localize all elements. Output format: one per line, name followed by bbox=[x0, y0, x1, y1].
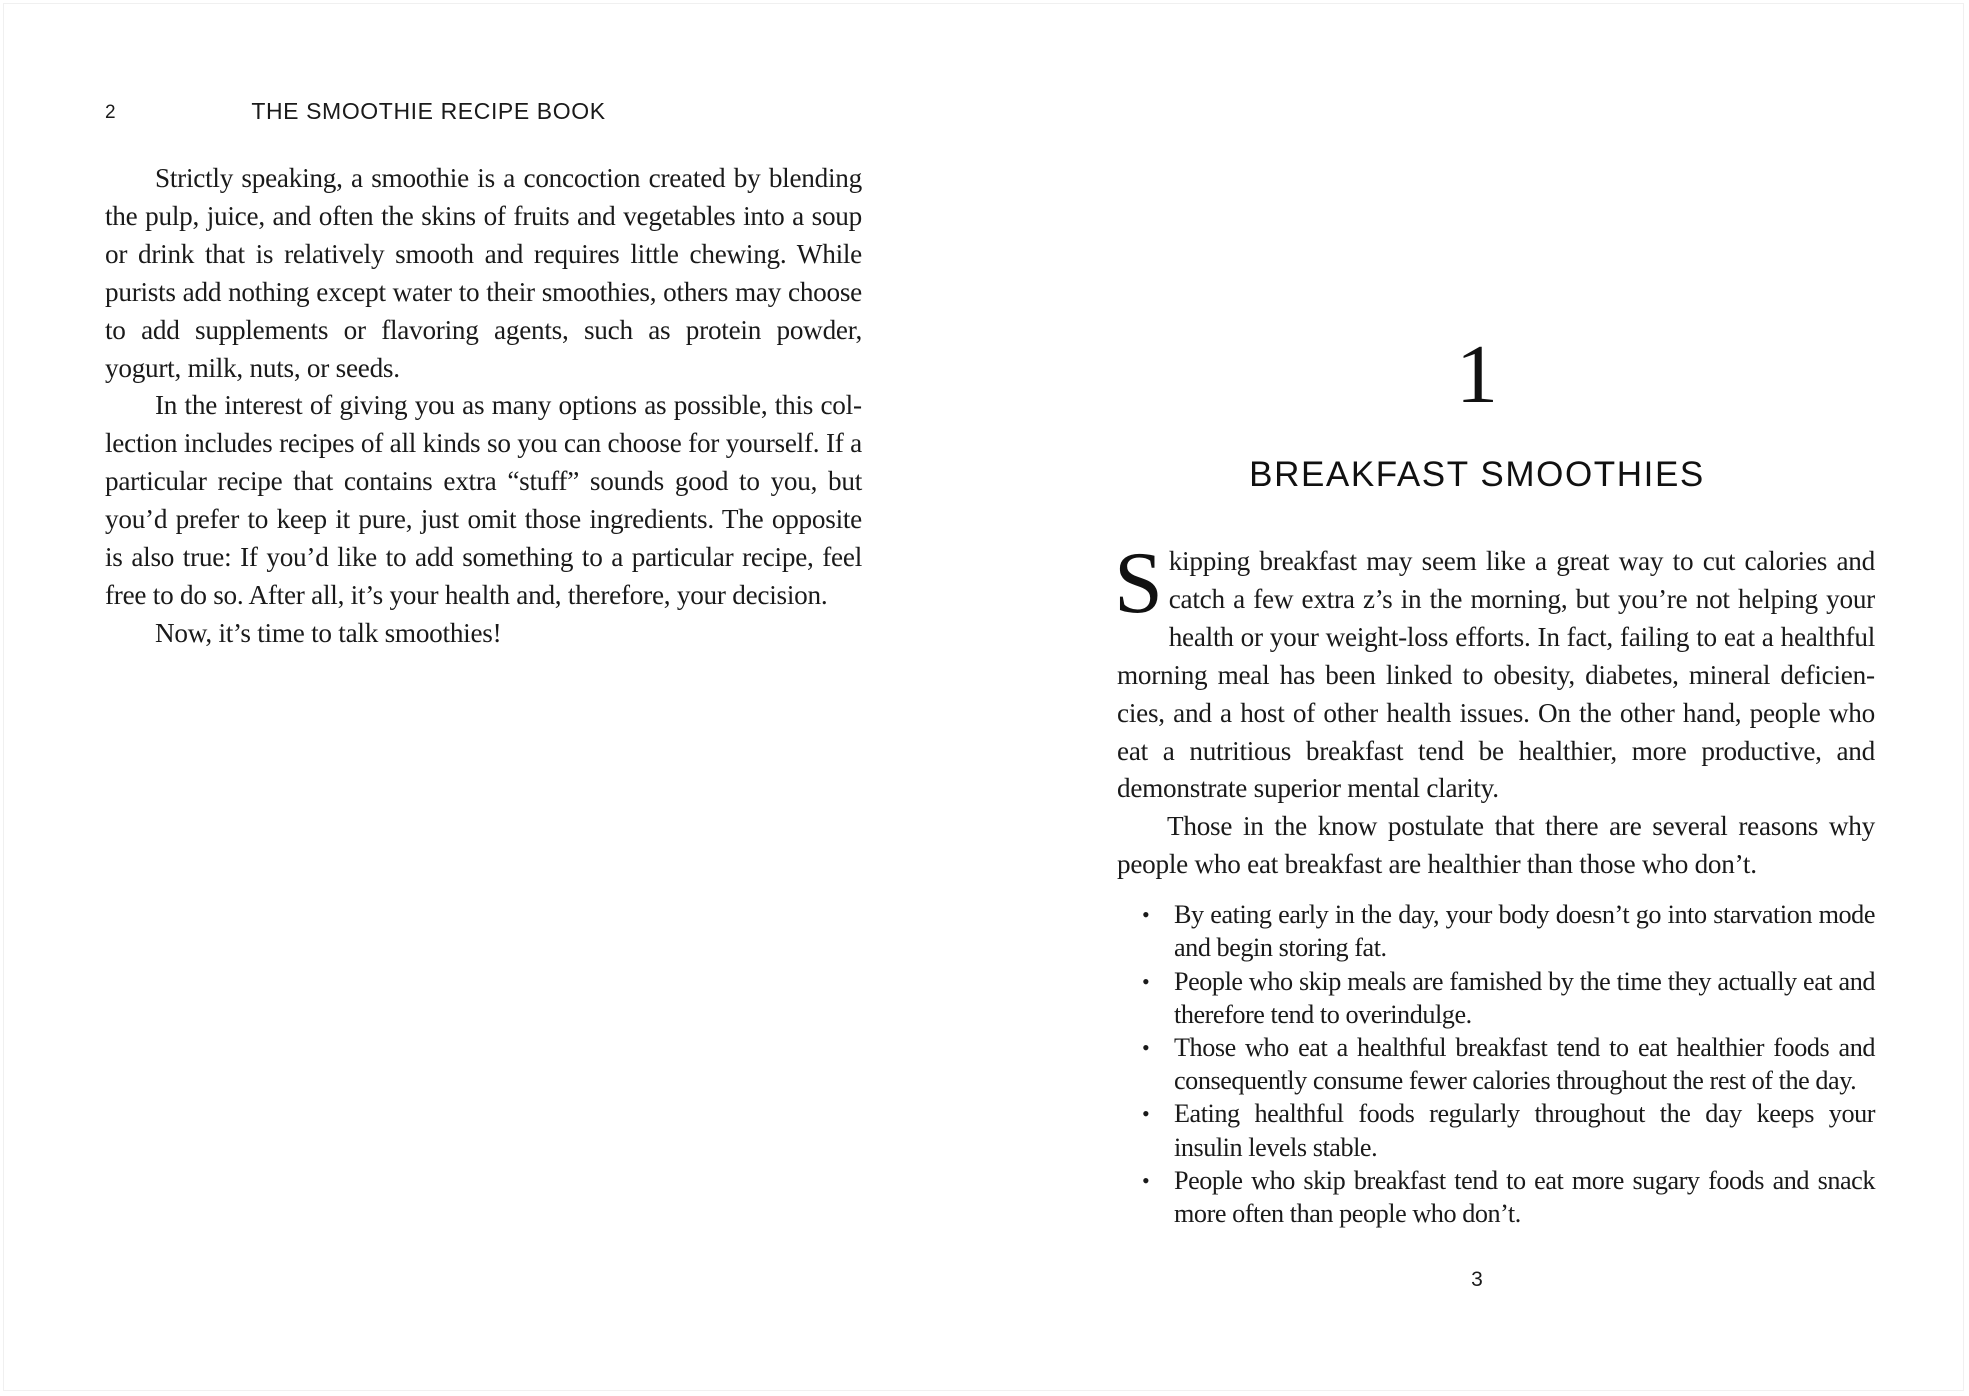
bullet-icon: • bbox=[1142, 1167, 1150, 1193]
reasons-list bbox=[1117, 898, 1875, 1230]
left-page bbox=[0, 0, 984, 1396]
book-title-header bbox=[105, 98, 862, 125]
list-item bbox=[1142, 1031, 1875, 1097]
list-item-text: Eating healthful foods regularly throughout the day keeps your insulin levels stable. bbox=[1174, 1099, 1875, 1162]
book-title-text: THE SMOOTHIE RECIPE BOOK bbox=[251, 98, 606, 124]
left-page-number: 2 bbox=[105, 102, 117, 123]
paragraph: In the interest of giving you as many options as possible, this collection includes recipes of all kinds so you can choose for yourself. If a particular recipe that contains extra “stuff” sounds good to you, but you’d prefer to keep it pure, just omit those ingredients. The opposite is also true: If you’d like to add something to a particular recipe, feel free to do so. After all, it’s your health and, therefore, your decision. bbox=[105, 390, 862, 610]
paragraph: Those in the know postulate that there are several reasons why people who eat breakfast are healthier than those who don’t. bbox=[1117, 811, 1875, 880]
left-body-text bbox=[105, 160, 862, 653]
bullet-icon: • bbox=[1142, 1034, 1150, 1060]
chapter-number: 1 bbox=[1456, 328, 1498, 421]
list-item-text: By eating early in the day, your body doesn’t go into starvation mode and begin storing fat. bbox=[1174, 900, 1875, 963]
chapter-body bbox=[1114, 535, 1875, 1230]
list-item bbox=[1142, 1164, 1875, 1230]
bullet-icon: • bbox=[1142, 1101, 1150, 1127]
paragraph: Now, it’s time to talk smoothies! bbox=[155, 617, 502, 648]
list-item-text: People who skip breakfast tend to eat more sugary foods and snack more often than people who don’t. bbox=[1174, 1165, 1875, 1228]
right-page bbox=[985, 0, 1969, 1396]
drop-cap: S bbox=[1114, 535, 1163, 632]
list-item bbox=[1142, 898, 1875, 964]
paragraph: Strictly speaking, a smoothie is a concoction created by blending the pulp, juice, and often the skins of fruits and vegetables into a soup or drink that is relatively smooth and requires little chewing. While purists add nothing except water to their smoothies, others may choose to add supplements or flavoring agents, such as protein powder, yogurt, milk, nuts, or seeds. bbox=[105, 163, 862, 383]
list-item bbox=[1142, 965, 1875, 1031]
opening-paragraph bbox=[1114, 535, 1875, 808]
right-page-number: 3 bbox=[1471, 1268, 1483, 1291]
opening-paragraph-text: kipping breakfast may seem like a great way to cut calories and catch a few extra z’s in the morning, but you’re not helping your health or your weight-loss efforts. In fact, failing to eat a healthful morning meal has been linked to obesity, diabetes, mineral deficiencies, and a host of other health issues. On the other hand, people who eat a nutritious breakfast tend be healthier, more productive, and demonstrate superior mental clarity. bbox=[1117, 546, 1875, 804]
running-head bbox=[105, 98, 862, 130]
list-item-text: Those who eat a healthful breakfast tend to eat healthier foods and consequently consume fewer calories throughout the rest of the day. bbox=[1174, 1032, 1875, 1096]
list-item-text: People who skip meals are famished by the time they actually eat and therefore tend to overindulge. bbox=[1174, 966, 1875, 1029]
bullet-icon: • bbox=[1142, 968, 1150, 994]
bullet-icon: • bbox=[1142, 902, 1150, 928]
list-item bbox=[1142, 1097, 1875, 1163]
chapter-title: BREAKFAST SMOOTHIES bbox=[1249, 455, 1705, 494]
